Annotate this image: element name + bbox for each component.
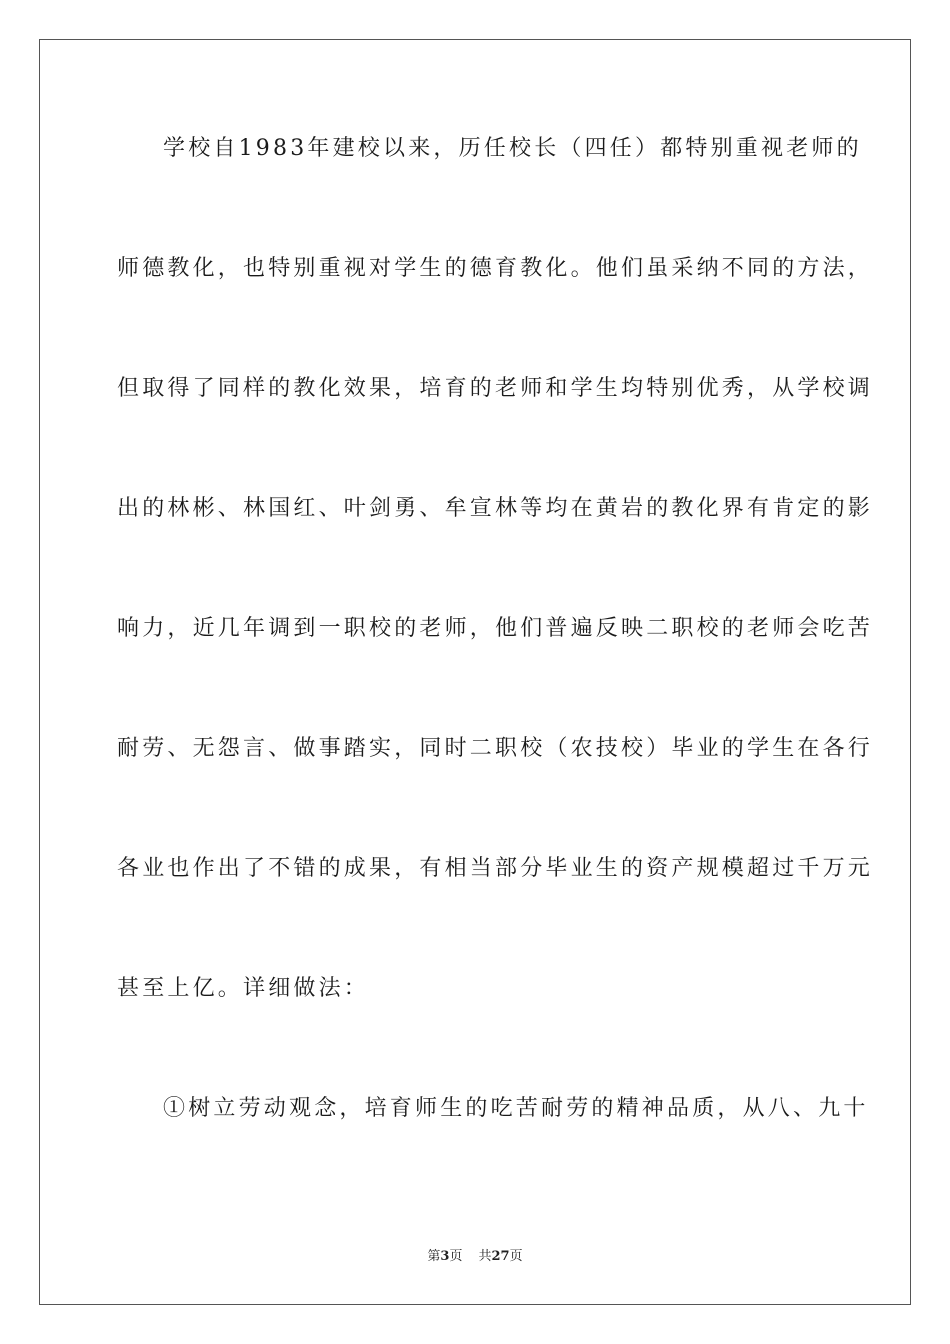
paragraph-line-4: 出的林彬、林国红、叶剑勇、牟宣林等均在黄岩的教化界有肯定的影 [117, 496, 874, 521]
page-suffix: 页 [449, 1249, 463, 1264]
total-prefix: 共 [478, 1249, 492, 1264]
paragraph-line-3: 但取得了同样的教化效果，培育的老师和学生均特别优秀，从学校调 [117, 376, 874, 401]
page-footer [0, 1248, 950, 1266]
paragraph-line-1: 学校自1983年建校以来，历任校长（四任）都特别重视老师的 [163, 136, 862, 161]
paragraph-line-7: 各业也作出了不错的成果，有相当部分毕业生的资产规模超过千万元 [117, 856, 874, 881]
paragraph-line-6: 耐劳、无怨言、做事踏实，同时二职校（农技校）毕业的学生在各行 [117, 736, 874, 761]
paragraph-line-2: 师德教化，也特别重视对学生的德育教化。他们虽采纳不同的方法， [117, 256, 874, 281]
page-number: 3 [440, 1249, 450, 1264]
paragraph-line-8: 甚至上亿。详细做法： [117, 976, 370, 1001]
page-prefix: 第 [427, 1249, 441, 1264]
total-suffix: 页 [509, 1249, 523, 1264]
paragraph-line-9: ①树立劳动观念，培育师生的吃苦耐劳的精神品质，从八、九十 [163, 1096, 869, 1121]
paragraph-line-5: 响力，近几年调到一职校的老师，他们普遍反映二职校的老师会吃苦 [117, 616, 874, 641]
total-pages: 27 [491, 1249, 510, 1264]
